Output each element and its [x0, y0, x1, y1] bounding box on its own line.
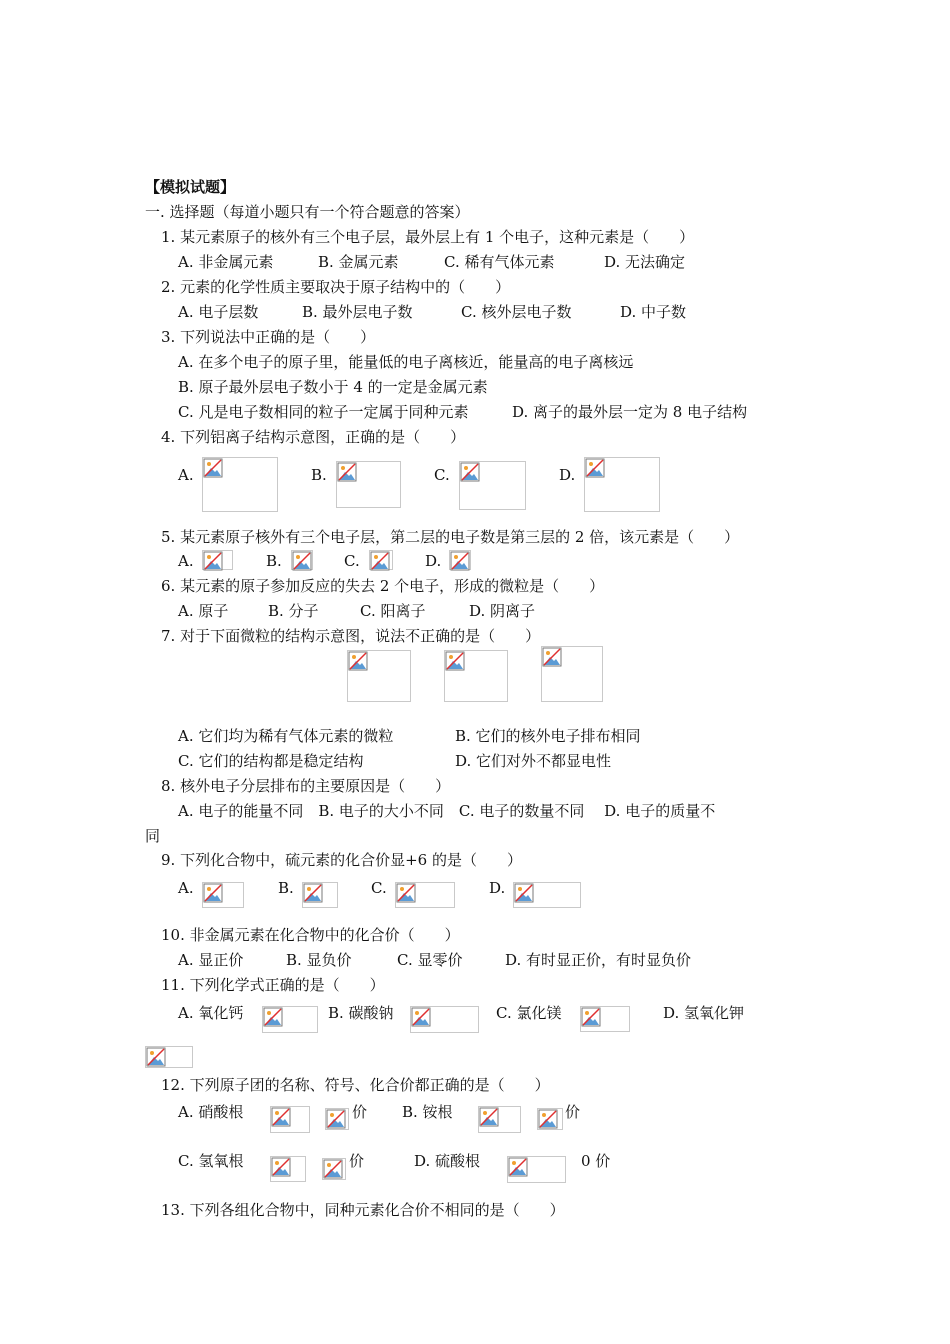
q11-stem: 11. 下列化学式正确的是（ ）	[161, 976, 385, 994]
q7-option-a: A. 它们均为稀有气体元素的微粒	[178, 727, 394, 745]
broken-image-icon	[460, 462, 480, 482]
q4-image-c	[459, 461, 526, 510]
section-heading: 一. 选择题（每道小题只有一个符合题意的答案）	[145, 203, 470, 221]
broken-image-icon	[445, 651, 465, 671]
q6-stem: 6. 某元素的原子参加反应的失去 2 个电子，形成的微粒是（ ）	[161, 577, 605, 595]
q4-stem: 4. 下列铝离子结构示意图，正确的是（ ）	[161, 428, 466, 446]
broken-image-icon	[538, 1109, 558, 1129]
q6-option-a: A. 原子	[178, 602, 229, 620]
broken-image-icon	[396, 883, 416, 903]
broken-image-icon	[271, 1157, 291, 1177]
q4-image-a	[202, 457, 278, 512]
q6-option-c: C. 阳离子	[360, 602, 426, 620]
q4-option-d: D.	[559, 466, 576, 484]
broken-image-icon	[508, 1157, 528, 1177]
q5-stem: 5. 某元素原子核外有三个电子层，第二层的电子数是第三层的 2 倍，该元素是（ ）	[161, 528, 740, 546]
q9-option-c: C.	[371, 879, 387, 897]
q11-option-c: C. 氯化镁	[496, 1004, 562, 1022]
broken-image-icon	[514, 883, 534, 903]
q11-image-b	[410, 1006, 479, 1033]
q10-option-d: D. 有时显正价，有时显负价	[505, 951, 692, 969]
q5-option-d: D.	[425, 552, 442, 570]
q9-option-b: B.	[278, 879, 294, 897]
q8-options-wrap: 同	[145, 827, 161, 845]
q5-option-c: C.	[344, 552, 360, 570]
q12-image-d-formula	[507, 1156, 566, 1183]
q12-option-b-valence: 价	[565, 1103, 581, 1121]
broken-image-icon	[581, 1007, 601, 1027]
q8-stem: 8. 核外电子分层排布的主要原因是（ ）	[161, 777, 451, 795]
q10-option-c: C. 显零价	[397, 951, 463, 969]
broken-image-icon	[450, 551, 470, 571]
q13-stem: 13. 下列各组化合物中，同种元素化合价不相同的是（ ）	[161, 1201, 565, 1219]
broken-image-icon	[348, 651, 368, 671]
broken-image-icon	[271, 1107, 291, 1127]
broken-image-icon	[370, 551, 390, 571]
q2-option-a: A. 电子层数	[178, 303, 259, 321]
q9-image-a	[202, 882, 244, 908]
q12-image-c-formula	[270, 1156, 306, 1182]
broken-image-icon	[203, 458, 223, 478]
q10-stem: 10. 非金属元素在化合物中的化合价（ ）	[161, 926, 460, 944]
q7-image-1	[347, 650, 411, 702]
q7-stem: 7. 对于下面微粒的结构示意图，说法不正确的是（ ）	[161, 627, 541, 645]
section-title: 【模拟试题】	[145, 178, 236, 196]
q5-image-b	[291, 550, 313, 570]
broken-image-icon	[337, 462, 357, 482]
q12-image-a-formula	[270, 1106, 310, 1133]
q4-image-d	[584, 457, 660, 512]
q2-option-d: D. 中子数	[620, 303, 687, 321]
broken-image-icon	[203, 883, 223, 903]
q6-option-b: B. 分子	[268, 602, 319, 620]
q9-option-a: A.	[178, 879, 194, 897]
q12-option-d-valence: 0 价	[581, 1152, 611, 1170]
q3-option-c: C. 凡是电子数相同的粒子一定属于同种元素	[178, 403, 469, 421]
q11-image-c	[580, 1006, 630, 1032]
broken-image-icon	[542, 647, 562, 667]
q8-options: A. 电子的能量不同 B. 电子的大小不同 C. 电子的数量不同 D. 电子的质量不	[178, 802, 716, 820]
q1-stem: 1. 某元素原子的核外有三个电子层，最外层上有 1 个电子，这种元素是（ ）	[161, 228, 695, 246]
q12-option-a: A. 硝酸根	[178, 1103, 244, 1121]
q2-option-b: B. 最外层电子数	[302, 303, 413, 321]
q2-option-c: C. 核外层电子数	[461, 303, 572, 321]
q12-option-a-valence: 价	[352, 1103, 368, 1121]
q7-option-c: C. 它们的结构都是稳定结构	[178, 752, 364, 770]
broken-image-icon	[292, 551, 312, 571]
q5-image-a	[202, 550, 233, 570]
q11-option-b: B. 碳酸钠	[328, 1004, 394, 1022]
q9-image-d	[513, 882, 581, 908]
q7-image-3	[541, 646, 603, 702]
q10-option-b: B. 显负价	[286, 951, 352, 969]
q12-image-b-formula	[478, 1106, 521, 1133]
q12-option-d: D. 硫酸根	[414, 1152, 481, 1170]
broken-image-icon	[585, 458, 605, 478]
q12-option-c-valence: 价	[349, 1152, 365, 1170]
q5-option-b: B.	[266, 552, 282, 570]
q1-option-d: D. 无法确定	[604, 253, 686, 271]
q7-option-d: D. 它们对外不都显电性	[455, 752, 612, 770]
q12-image-b-valence	[537, 1108, 563, 1130]
q4-option-b: B.	[311, 466, 327, 484]
q12-stem: 12. 下列原子团的名称、符号、化合价都正确的是（ ）	[161, 1076, 550, 1094]
broken-image-icon	[303, 883, 323, 903]
q2-stem: 2. 元素的化学性质主要取决于原子结构中的（ ）	[161, 278, 511, 296]
q3-option-d: D. 离子的最外层一定为 8 电子结构	[512, 403, 748, 421]
broken-image-icon	[146, 1047, 166, 1067]
q12-option-c: C. 氢氧根	[178, 1152, 244, 1170]
q11-image-d	[145, 1046, 193, 1068]
q3-option-a: A. 在多个电子的原子里，能量低的电子离核近，能量高的电子离核远	[178, 353, 634, 371]
q9-image-c	[395, 882, 455, 908]
q11-image-a	[262, 1006, 318, 1033]
q1-option-c: C. 稀有气体元素	[444, 253, 555, 271]
q11-option-a: A. 氧化钙	[178, 1004, 244, 1022]
q4-option-c: C.	[434, 466, 450, 484]
q4-option-a: A.	[178, 466, 194, 484]
q1-option-b: B. 金属元素	[318, 253, 399, 271]
q3-stem: 3. 下列说法中正确的是（ ）	[161, 328, 376, 346]
q12-option-b: B. 铵根	[402, 1103, 453, 1121]
q9-image-b	[302, 882, 338, 908]
q9-stem: 9. 下列化合物中，硫元素的化合价显+6 的是（ ）	[161, 851, 522, 869]
q12-image-c-valence	[322, 1158, 346, 1180]
q5-image-c	[369, 550, 393, 570]
broken-image-icon	[479, 1107, 499, 1127]
q1-option-a: A. 非金属元素	[178, 253, 274, 271]
broken-image-icon	[411, 1007, 431, 1027]
q9-option-d: D.	[489, 879, 506, 897]
broken-image-icon	[203, 551, 223, 571]
q4-image-b	[336, 461, 401, 508]
q5-image-d	[449, 550, 471, 570]
broken-image-icon	[263, 1007, 283, 1027]
q6-option-d: D. 阴离子	[469, 602, 536, 620]
q7-image-2	[444, 650, 508, 702]
broken-image-icon	[326, 1109, 346, 1129]
q3-option-b: B. 原子最外层电子数小于 4 的一定是金属元素	[178, 378, 488, 396]
q12-image-a-valence	[325, 1108, 349, 1130]
broken-image-icon	[323, 1159, 343, 1179]
q11-option-d: D. 氢氧化钾	[663, 1004, 745, 1022]
q10-option-a: A. 显正价	[178, 951, 244, 969]
q7-option-b: B. 它们的核外电子排布相同	[455, 727, 641, 745]
q5-option-a: A.	[178, 552, 194, 570]
